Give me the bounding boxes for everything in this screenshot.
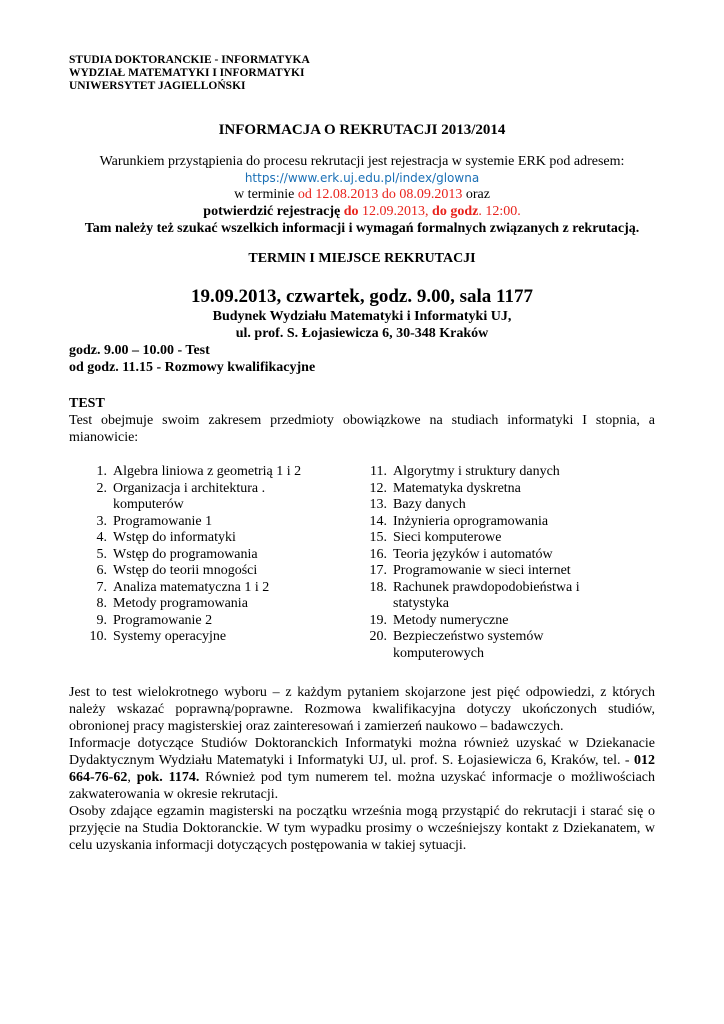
- phone-number: 012 664-76-62: [69, 753, 655, 785]
- registration-confirm: [69, 203, 655, 220]
- accommodation-info: Również pod tym numerem tel. można uzyskać informacje o możliwościach zakwaterowania w okresie rekrutacji.: [69, 770, 655, 802]
- subject-list-item: [369, 563, 599, 580]
- contact-separator: ,: [127, 770, 137, 785]
- subject-label: Matematyka dyskretna: [393, 480, 521, 496]
- registration-intro: Warunkiem przystąpienia do procesu rekrutacji jest rejestracja w systemie ERK pod adresem:: [99, 154, 625, 169]
- term-dates: od 12.08.2013 do 08.09.2013: [297, 187, 463, 202]
- registration-term: [69, 186, 655, 203]
- info-note: Tam należy też szukać wszelkich informacji i wymagań formalnych związanych z rekrutacją.: [84, 221, 640, 236]
- building-name: Budynek Wydziału Matematyki i Informatyki UJ,: [212, 309, 512, 324]
- subject-label: Algebra liniowa z geometrią 1 i 2: [113, 464, 302, 479]
- test-heading: TEST: [69, 396, 105, 411]
- header-line-faculty: WYDZIAŁ MATEMATYKI I INFORMATYKI: [69, 67, 305, 79]
- interview-time: od godz. 11.15 - Rozmowy kwalifikacyjne: [69, 360, 316, 375]
- header-line-program: STUDIA DOKTORANCKIE - INFORMATYKA: [69, 54, 310, 66]
- confirm-time: . 12:00.: [478, 204, 521, 219]
- subject-number: 18.: [369, 579, 387, 595]
- subject-label: Metody programowania: [113, 596, 248, 611]
- subject-list-item: [69, 547, 319, 564]
- schedule-heading: TERMIN I MIEJSCE REKRUTACJI: [248, 251, 476, 266]
- subject-number: 10.: [89, 629, 107, 644]
- contact-info: [69, 735, 655, 803]
- subject-list-item: [369, 547, 599, 564]
- subject-number: 3.: [96, 513, 107, 529]
- document-page: [69, 54, 655, 854]
- subject-number: 5.: [96, 546, 107, 562]
- subject-number: 1.: [96, 464, 107, 479]
- subject-number: 4.: [96, 530, 107, 545]
- subject-list-left: [69, 464, 319, 646]
- subject-label: Systemy operacyjne: [113, 629, 227, 644]
- subject-list-item: [69, 596, 319, 613]
- subject-number: 13.: [369, 497, 387, 512]
- subject-number: 8.: [96, 596, 107, 611]
- building-address: ul. prof. S. Łojasiewicza 6, 30-348 Kraków: [235, 326, 489, 341]
- subject-number: 2.: [96, 480, 107, 496]
- subject-number: 17.: [369, 563, 387, 578]
- subject-list-item: [369, 530, 599, 547]
- room-number: pok. 1174.: [136, 770, 200, 785]
- subject-label: Sieci komputerowe: [393, 530, 502, 545]
- term-suffix: oraz: [462, 187, 490, 202]
- subject-label: Programowanie 1: [113, 513, 213, 529]
- exam-date-line: 19.09.2013, czwartek, godz. 9.00, sala 1177: [191, 286, 533, 307]
- subject-label: Programowanie w sieci internet: [393, 563, 571, 578]
- subject-list-item: [369, 613, 599, 630]
- subject-label: Inżynieria oprogramowania: [393, 513, 549, 529]
- subject-list-item: [369, 514, 599, 531]
- subject-number: 20.: [369, 629, 387, 644]
- early-contact-note: Osoby zdające egzamin magisterski na początku września mogą przystąpić do rekrutacji i starać się o przyjęcie na Studia Doktoranckie. W tym wypadku prosimy o wcześniejszy kontakt z Dziekanatem, w celu uzyskania informacji dotyczących postępowania w takiej sytuacji.: [69, 804, 655, 853]
- subject-label: Programowanie 2: [113, 612, 213, 628]
- subject-list-item: [69, 464, 319, 481]
- subject-list-right: [369, 464, 599, 662]
- header-line-university: UNIWERSYTET JAGIELLOŃSKI: [69, 80, 246, 92]
- subject-label: Bazy danych: [393, 497, 466, 512]
- subject-list-item: [69, 530, 319, 547]
- subject-number: 15.: [369, 530, 387, 545]
- subject-label: Algorytmy i struktury danych: [393, 464, 560, 479]
- subject-lists: [69, 464, 655, 668]
- confirm-label: potwierdzić rejestrację: [203, 204, 344, 219]
- subject-list-item: [69, 629, 319, 646]
- subject-list-item: [69, 514, 319, 531]
- subject-label: Metody numeryczne: [393, 612, 509, 628]
- subject-number: 12.: [369, 480, 387, 496]
- subject-number: 6.: [96, 563, 107, 578]
- test-description: Jest to test wielokrotnego wyboru – z każdym pytaniem skojarzone jest pięć odpowiedzi, z których należy wskazać poprawną/poprawne. Rozmowa kwalifikacyjna dotyczy ukończonych studiów, obronionej pracy magisterskiej oraz zainteresowań i zamierzeń naukowo – badawczych.: [69, 685, 655, 734]
- subject-list-item: [69, 481, 319, 514]
- test-time: godz. 9.00 – 10.00 - Test: [69, 343, 210, 358]
- subject-label: Rachunek prawdopodobieństwa i statystyka: [393, 579, 580, 611]
- erk-link[interactable]: https://www.erk.uj.edu.pl/index/glowna: [244, 171, 480, 185]
- subject-list-item: [369, 481, 599, 498]
- subject-label: Analiza matematyczna 1 i 2: [113, 579, 270, 595]
- subject-label: Organizacja i architektura . komputerów: [113, 480, 266, 512]
- subject-number: 16.: [369, 546, 387, 562]
- term-prefix: w terminie: [234, 187, 298, 202]
- institution-header: [69, 54, 655, 93]
- subject-number: 7.: [96, 579, 107, 595]
- subject-list-item: [369, 464, 599, 481]
- contact-text: Informacje dotyczące Studiów Doktoranckich Informatyki można również uzyskać w Dziekanacie Dydaktycznym Wydziału Matematyki i Informatyki UJ, ul. prof. S. Łojasiewicza 6, Kraków, tel. -: [69, 736, 655, 768]
- subject-label: Teoria języków i automatów: [393, 546, 553, 562]
- subject-number: 9.: [96, 612, 107, 628]
- subject-label: Bezpieczeństwo systemów komputerowych: [393, 629, 544, 661]
- test-intro: Test obejmuje swoim zakresem przedmioty obowiązkowe na studiach informatyki I stopnia, a mianowicie:: [69, 413, 655, 445]
- subject-list-item: [69, 580, 319, 597]
- subject-number: 11.: [370, 464, 387, 479]
- document-title: INFORMACJA O REKRUTACJI 2013/2014: [218, 122, 506, 138]
- subject-number: 19.: [369, 612, 387, 628]
- subject-number: 14.: [369, 513, 387, 529]
- subject-list-item: [369, 497, 599, 514]
- confirm-do: do: [343, 204, 359, 219]
- subject-list-item: [69, 613, 319, 630]
- confirm-date: 12.09.2013,: [358, 204, 433, 219]
- subject-list-item: [69, 563, 319, 580]
- confirm-godz: do godz: [432, 204, 479, 219]
- subject-label: Wstęp do programowania: [113, 546, 258, 562]
- subject-label: Wstęp do teorii mnogości: [113, 563, 258, 578]
- subject-label: Wstęp do informatyki: [113, 530, 236, 545]
- subject-list-item: [369, 580, 599, 613]
- subject-list-item: [369, 629, 599, 662]
